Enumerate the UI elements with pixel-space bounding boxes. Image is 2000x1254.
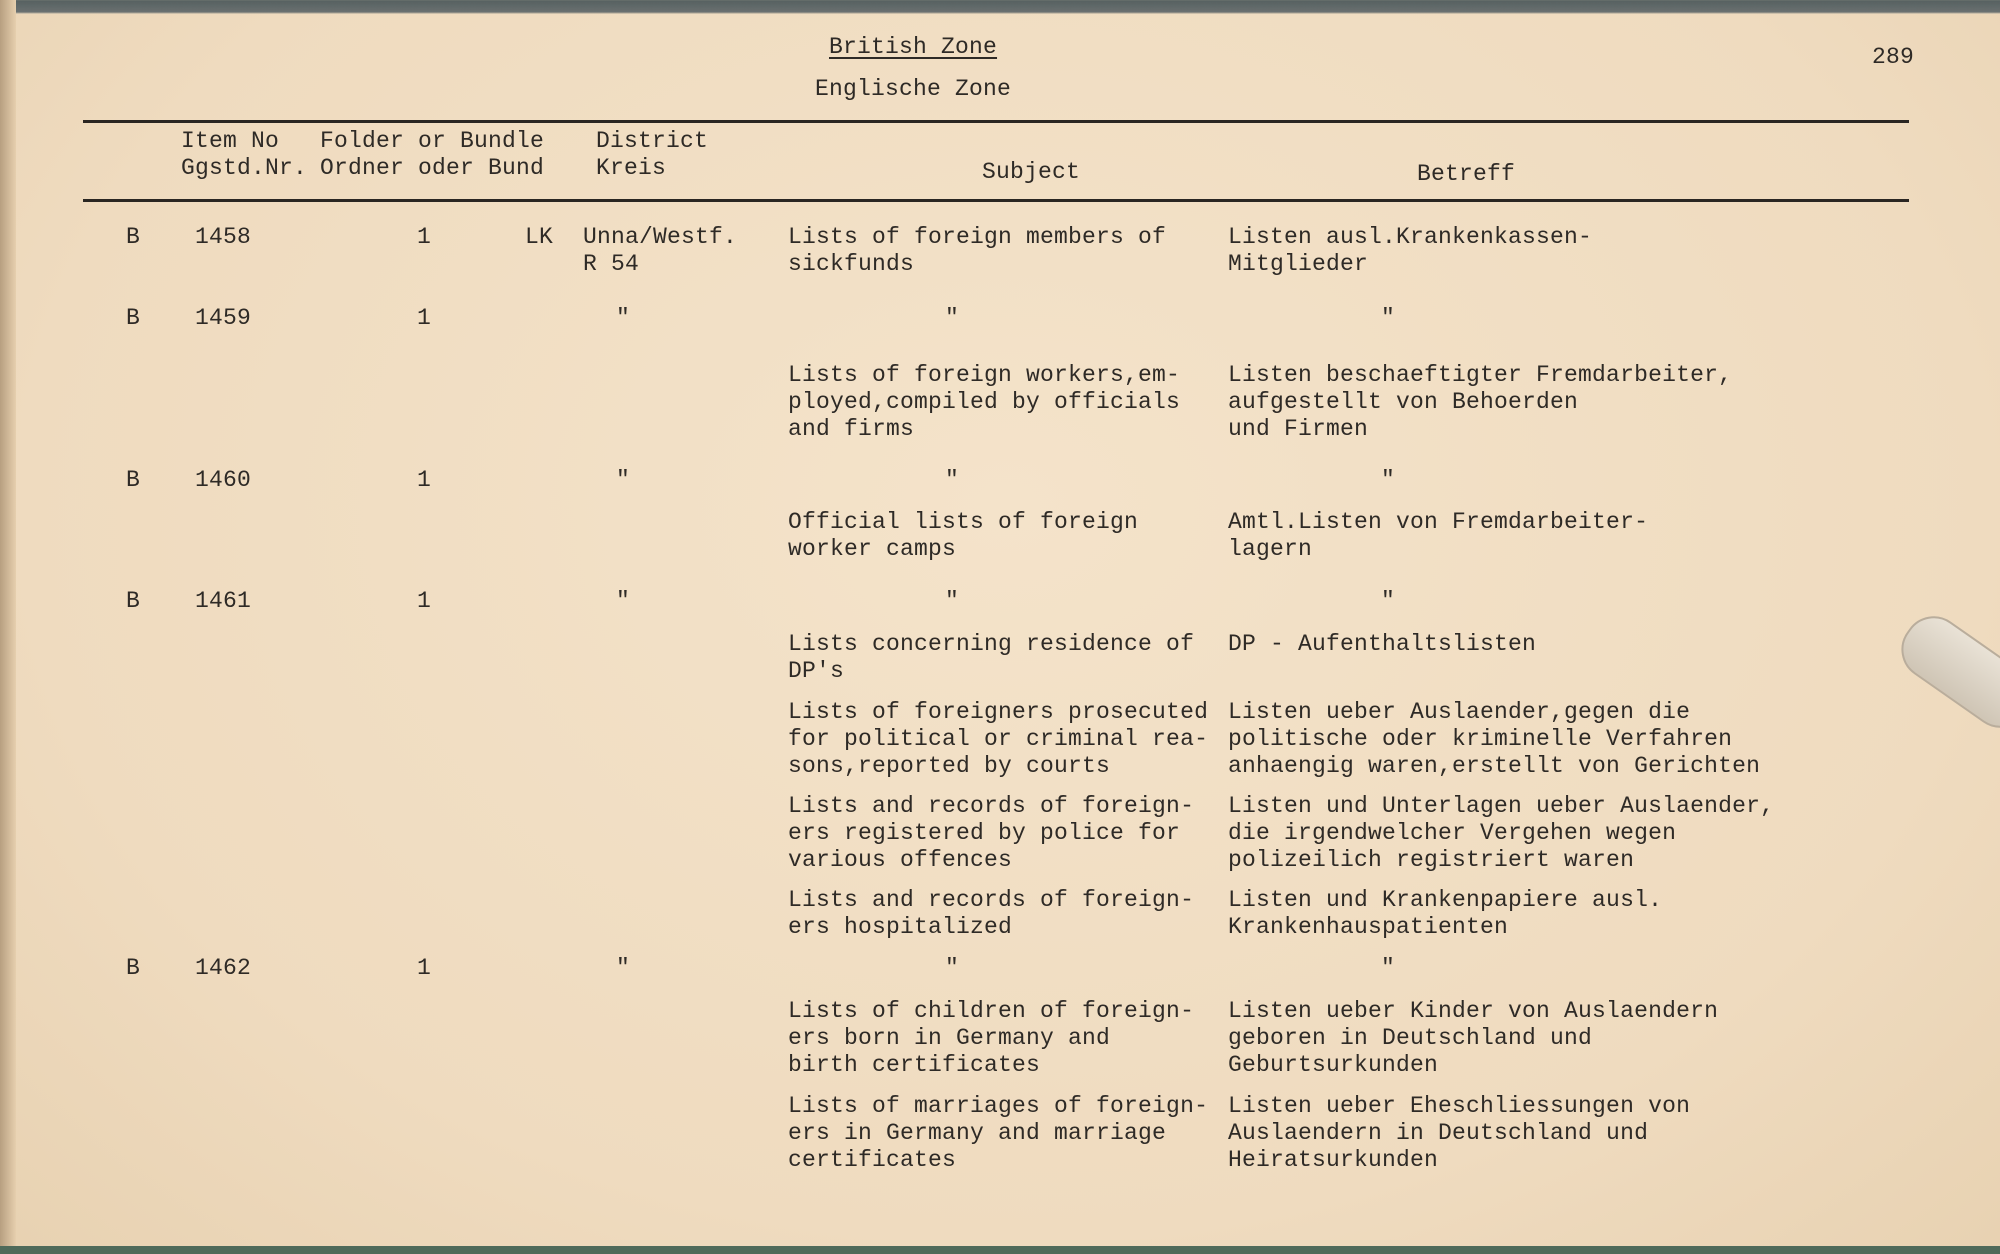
row-item: 1461	[195, 588, 252, 614]
row-district: "	[616, 955, 631, 981]
row-folder: 1	[417, 467, 432, 493]
row-subject: Lists and records of foreign- ers hospitalized	[788, 887, 1195, 940]
row-subject: "	[945, 467, 960, 493]
row-betreff: Listen beschaeftigter Fremdarbeiter, aufgestellt von Behoerden und Firmen	[1228, 362, 1733, 442]
row-betreff: Listen ueber Auslaender,gegen die politische oder kriminelle Verfahren anhaengig waren,erstellt von Gerichten	[1228, 699, 1761, 779]
row-betreff: Amtl.Listen von Fremdarbeiter- lagern	[1228, 509, 1649, 562]
row-folder: 1	[417, 588, 432, 614]
row-folder: 1	[417, 224, 432, 250]
row-subject: "	[945, 305, 960, 331]
row-subject: Official lists of foreign worker camps	[788, 509, 1139, 562]
row-folder: 1	[417, 955, 432, 981]
row-betreff: Listen ausl.Krankenkassen- Mitglieder	[1228, 224, 1593, 277]
row-district: "	[616, 588, 631, 614]
page-title: British Zone	[829, 34, 998, 60]
row-betreff: "	[1381, 305, 1396, 331]
row-item: 1462	[195, 955, 252, 981]
row-subject: "	[945, 588, 960, 614]
row-subject: "	[945, 955, 960, 981]
page-subtitle: Englische Zone	[815, 76, 1012, 102]
row-betreff: "	[1381, 588, 1396, 614]
row-betreff: Listen und Krankenpapiere ausl. Krankenhauspatienten	[1228, 887, 1663, 940]
column-header-subject: Subject	[982, 159, 1081, 185]
row-subject: Lists of foreign members of sickfunds	[788, 224, 1167, 277]
column-header-folder: Folder or Bundle Ordner oder Bund	[320, 128, 545, 181]
row-betreff: DP - Aufenthaltslisten	[1228, 631, 1537, 657]
row-prefix: B	[126, 467, 141, 493]
row-betreff: Listen ueber Kinder von Auslaendern geboren in Deutschland und Geburtsurkunden	[1228, 998, 1719, 1078]
row-subject: Lists concerning residence of DP's	[788, 631, 1195, 684]
row-subject: Lists of marriages of foreign- ers in Germany and marriage certificates	[788, 1093, 1209, 1173]
row-subject: Lists and records of foreign- ers registered by police for various offences	[788, 793, 1195, 873]
row-prefix: B	[126, 955, 141, 981]
row-betreff: Listen und Unterlagen ueber Auslaender, die irgendwelcher Vergehen wegen polizeilich registriert waren	[1228, 793, 1775, 873]
cover-edge	[0, 1246, 2000, 1254]
page-number: 289	[1872, 44, 1915, 70]
row-betreff: "	[1381, 467, 1396, 493]
header-rule-bottom	[83, 199, 1909, 202]
row-subject: Lists of foreign workers,em- ployed,compiled by officials and firms	[788, 362, 1181, 442]
row-item: 1458	[195, 224, 252, 250]
row-item: 1460	[195, 467, 252, 493]
row-prefix: B	[126, 588, 141, 614]
row-prefix: B	[126, 305, 141, 331]
row-subject: Lists of foreigners prosecuted for political or criminal rea- sons,reported by courts	[788, 699, 1209, 779]
row-subject: Lists of children of foreign- ers born in Germany and birth certificates	[788, 998, 1195, 1078]
row-district: Unna/Westf. R 54	[583, 224, 738, 277]
binding-edge	[0, 0, 16, 1254]
row-district: "	[616, 467, 631, 493]
column-header-betreff: Betreff	[1417, 161, 1516, 187]
row-item: 1459	[195, 305, 252, 331]
row-betreff: "	[1381, 955, 1396, 981]
row-district: "	[616, 305, 631, 331]
column-header-item: Item No Ggstd.Nr.	[181, 128, 308, 181]
row-prefix: B	[126, 224, 141, 250]
row-folder: 1	[417, 305, 432, 331]
row-lk: LK	[525, 224, 554, 250]
header-rule-top	[83, 120, 1909, 123]
column-header-district: District Kreis	[596, 128, 709, 181]
row-betreff: Listen ueber Eheschliessungen von Auslaendern in Deutschland und Heiratsurkunden	[1228, 1093, 1691, 1173]
